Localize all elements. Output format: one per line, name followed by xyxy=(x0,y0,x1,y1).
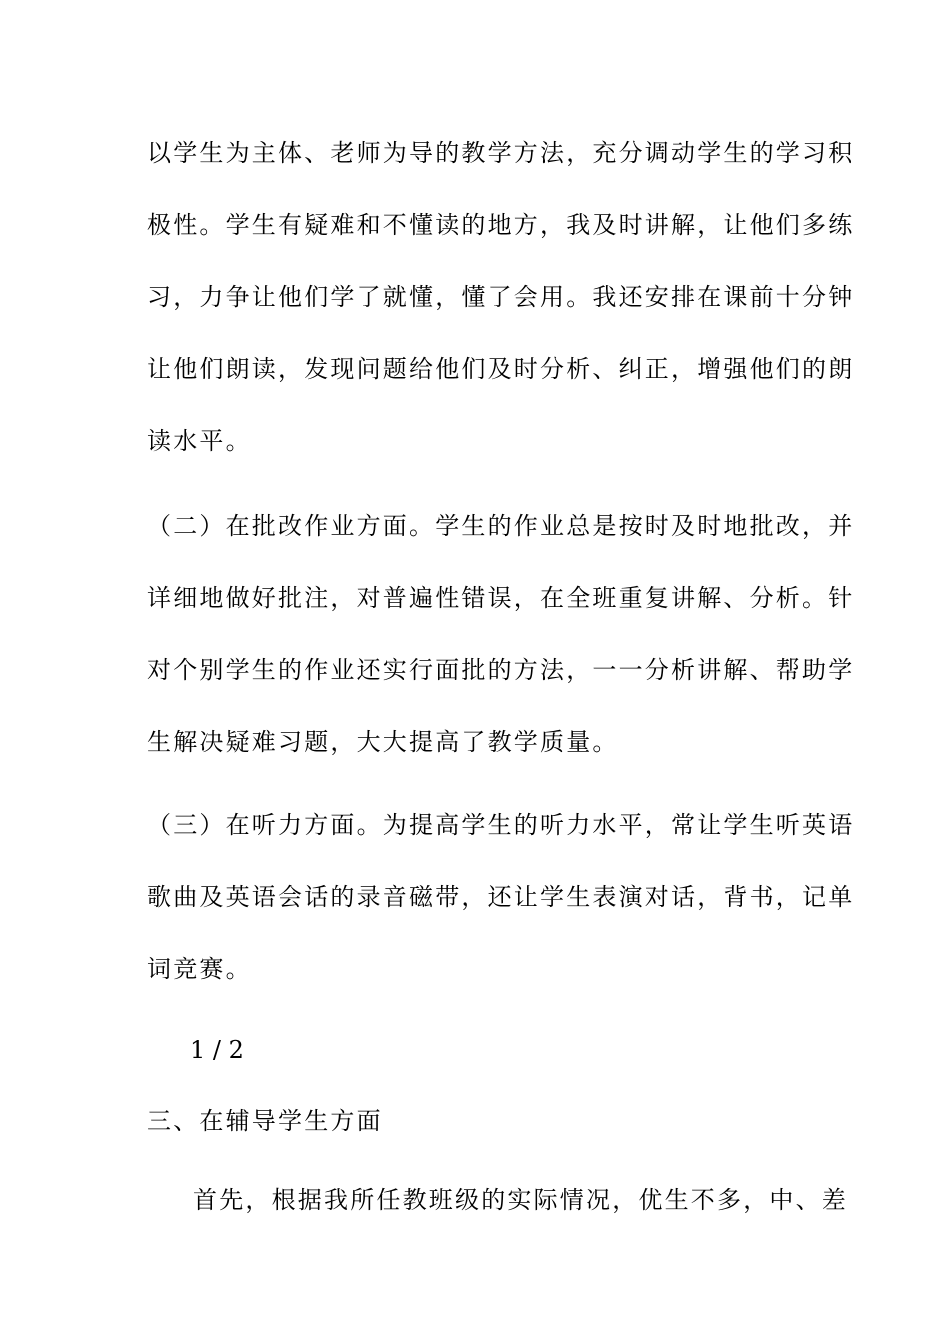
page-number: 1 / 2 xyxy=(190,1036,244,1064)
paragraph-line: 详细地做好批注，对普遍性错误，在全班重复讲解、分析。针 xyxy=(147,584,855,612)
paragraph-line: 生解决疑难习题，大大提高了教学质量。 xyxy=(147,728,619,756)
paragraph-line: 词竞赛。 xyxy=(147,955,252,983)
section-heading: 三、在辅导学生方面 xyxy=(147,1107,383,1135)
paragraph-line: 习，力争让他们学了就懂，懂了会用。我还安排在课前十分钟 xyxy=(147,283,855,311)
paragraph-line: 读水平。 xyxy=(147,427,252,455)
paragraph-line: 让他们朗读，发现问题给他们及时分析、纠正，增强他们的朗 xyxy=(147,355,855,383)
paragraph-line: （二）在批改作业方面。学生的作业总是按时及时地批改，并 xyxy=(147,512,855,540)
paragraph-line: 对个别学生的作业还实行面批的方法，一一分析讲解、帮助学 xyxy=(147,656,855,684)
paragraph-line: 首先，根据我所任教班级的实际情况，优生不多，中、差 xyxy=(193,1186,848,1214)
paragraph-line: 以学生为主体、老师为导的教学方法，充分调动学生的学习积 xyxy=(147,139,855,167)
paragraph-line: 极性。学生有疑难和不懂读的地方，我及时讲解，让他们多练 xyxy=(147,211,855,239)
paragraph-line: （三）在听力方面。为提高学生的听力水平，常让学生听英语 xyxy=(147,811,855,839)
paragraph-line: 歌曲及英语会话的录音磁带，还让学生表演对话，背书，记单 xyxy=(147,883,855,911)
